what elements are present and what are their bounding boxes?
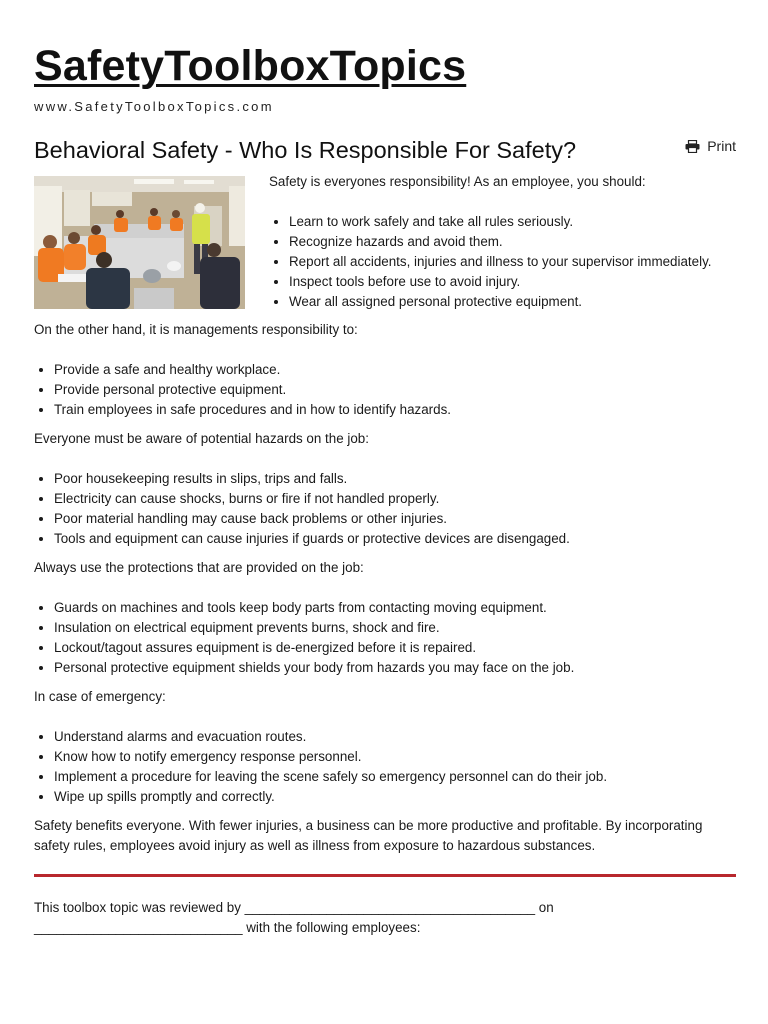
section-heading: Always use the protections that are provided on the job: bbox=[34, 560, 364, 575]
management-section bbox=[34, 320, 736, 420]
review-statement: This toolbox topic was reviewed by _______________________________________ on ____________________________ with the following employees: bbox=[34, 900, 554, 935]
list-item: • Wipe up spills promptly and correctly. bbox=[54, 787, 736, 807]
safety-meeting-photo bbox=[34, 176, 245, 309]
protections-section bbox=[34, 558, 736, 678]
print-button[interactable] bbox=[685, 138, 736, 154]
list-item: • Tools and equipment can cause injuries if guards or protective devices are disengaged. bbox=[54, 529, 736, 549]
list-item: • Insulation on electrical equipment prevents burns, shock and fire. bbox=[54, 618, 736, 638]
section-heading: On the other hand, it is managements responsibility to: bbox=[34, 322, 358, 337]
print-label: Print bbox=[707, 138, 736, 154]
list-item: • Implement a procedure for leaving the scene safely so emergency personnel can do their job. bbox=[54, 767, 736, 787]
article-title: Behavioral Safety - Who Is Responsible For Safety? bbox=[34, 137, 577, 163]
section-heading: Everyone must be aware of potential hazards on the job: bbox=[34, 431, 369, 446]
protections-list bbox=[34, 598, 736, 678]
list-item: • Recognize hazards and avoid them. bbox=[289, 232, 736, 252]
list-item: • Personal protective equipment shields your body from hazards you may face on the job. bbox=[54, 658, 736, 678]
employee-list bbox=[269, 212, 736, 312]
list-item: • Poor material handling may cause back problems or other injuries. bbox=[54, 509, 736, 529]
divider bbox=[34, 874, 736, 877]
site-url[interactable]: www.SafetyToolboxTopics.com bbox=[34, 99, 274, 114]
list-item: • Know how to notify emergency response personnel. bbox=[54, 747, 736, 767]
section-heading: In case of emergency: bbox=[34, 689, 166, 704]
hazards-section bbox=[34, 429, 736, 549]
emergency-list bbox=[34, 727, 736, 807]
site-title[interactable]: SafetyToolboxTopics bbox=[34, 42, 467, 90]
list-item: • Report all accidents, injuries and illness to your supervisor immediately. bbox=[289, 252, 736, 272]
intro-text: Safety is everyones responsibility! As an employee, you should: bbox=[269, 174, 646, 189]
hazards-list bbox=[34, 469, 736, 549]
intro-block bbox=[269, 172, 736, 312]
list-item: • Understand alarms and evacuation routes. bbox=[54, 727, 736, 747]
list-item: • Guards on machines and tools keep body parts from contacting moving equipment. bbox=[54, 598, 736, 618]
list-item: • Electricity can cause shocks, burns or fire if not handled properly. bbox=[54, 489, 736, 509]
management-list bbox=[34, 360, 736, 420]
list-item: • Provide personal protective equipment. bbox=[54, 380, 736, 400]
closing-paragraph: Safety benefits everyone. With fewer injuries, a business can be more productive and profitable. By incorporating safety rules, employees avoid injury as well as illness from exposure to hazardous substances. bbox=[34, 818, 703, 853]
list-item: • Provide a safe and healthy workplace. bbox=[54, 360, 736, 380]
list-item: • Inspect tools before use to avoid injury. bbox=[289, 272, 736, 292]
list-item: • Wear all assigned personal protective equipment. bbox=[289, 292, 736, 312]
printer-icon bbox=[685, 140, 700, 153]
list-item: • Learn to work safely and take all rules seriously. bbox=[289, 212, 736, 232]
emergency-section bbox=[34, 687, 736, 807]
list-item: • Poor housekeeping results in slips, trips and falls. bbox=[54, 469, 736, 489]
list-item: • Lockout/tagout assures equipment is de-energized before it is repaired. bbox=[54, 638, 736, 658]
list-item: • Train employees in safe procedures and in how to identify hazards. bbox=[54, 400, 736, 420]
